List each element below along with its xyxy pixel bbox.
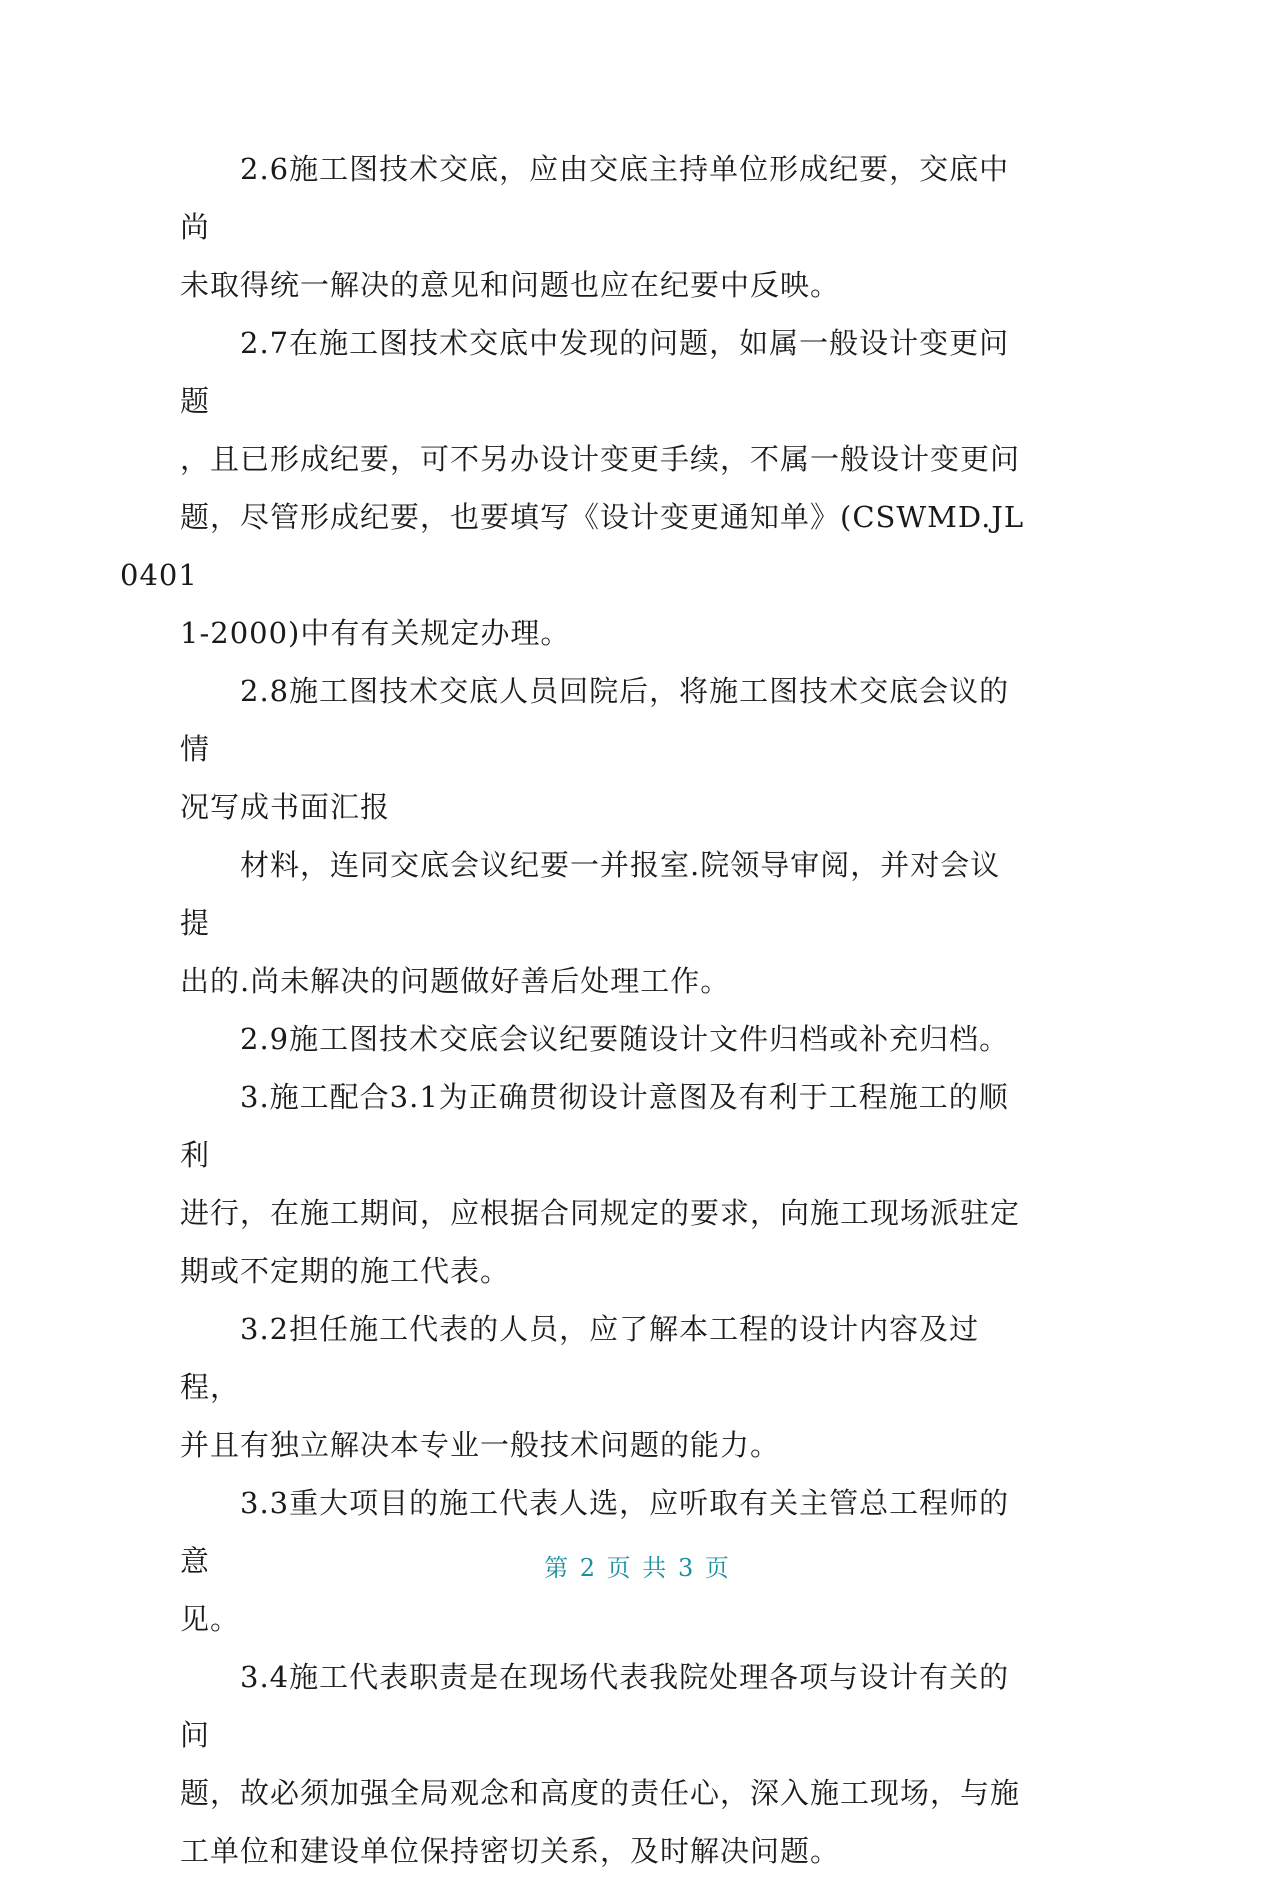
paragraph-2-9 xyxy=(180,1010,1030,1068)
text-line: 题，故必须加强全局观念和高度的责任心，深入施工现场，与施 xyxy=(180,1776,1021,1810)
paragraph-2-8 xyxy=(180,662,1030,836)
text-line: 2.9施工图技术交底会议纪要随设计文件归档或补充归档。 xyxy=(240,1022,1010,1056)
text-line: 材料，连同交底会议纪要一并报室.院领导审阅，并对会议提 xyxy=(180,848,1001,940)
text-line: 出的.尚未解决的问题做好善后处理工作。 xyxy=(180,964,731,998)
text-line: 况写成书面汇报 xyxy=(180,790,391,824)
paragraph-3-1 xyxy=(180,1068,1030,1300)
text-line: 题，尽管形成纪要，也要填写《设计变更通知单》(CSWMD.JL0401 xyxy=(120,500,1025,592)
document-body xyxy=(120,140,1030,1880)
text-line: 工单位和建设单位保持密切关系，及时解决问题。 xyxy=(180,1834,841,1868)
page-footer xyxy=(0,1548,1275,1583)
text-line: 2.7在施工图技术交底中发现的问题，如属一般设计变更问题 xyxy=(180,326,1010,418)
text-line: 未取得统一解决的意见和问题也应在纪要中反映。 xyxy=(180,268,841,302)
text-line: 并且有独立解决本专业一般技术问题的能力。 xyxy=(180,1428,781,1462)
text-line: 2.8施工图技术交底人员回院后，将施工图技术交底会议的情 xyxy=(180,674,1010,766)
text-line: ，且已形成纪要，可不另办设计变更手续，不属一般设计变更问 xyxy=(180,442,1021,476)
paragraph-2-6 xyxy=(180,140,1030,314)
page-number-label: 第 2 页 共 3 页 xyxy=(544,1554,731,1582)
paragraph-3-2 xyxy=(180,1300,1030,1474)
paragraph-2-8-continued xyxy=(180,836,1030,1010)
text-line: 见。 xyxy=(180,1602,241,1636)
text-line: 进行，在施工期间，应根据合同规定的要求，向施工现场派驻定 xyxy=(180,1196,1021,1230)
paragraph-3-4 xyxy=(180,1648,1030,1880)
text-line: 2.6施工图技术交底，应由交底主持单位形成纪要，交底中尚 xyxy=(180,152,1010,244)
text-line: 1-2000)中有有关规定办理。 xyxy=(180,616,571,650)
text-line: 3.3重大项目的施工代表人选，应听取有关主管总工程师的意 xyxy=(180,1486,1010,1578)
paragraph-2-7 xyxy=(120,314,1030,662)
text-line: 3.施工配合3.1为正确贯彻设计意图及有利于工程施工的顺利 xyxy=(180,1080,1009,1172)
text-line: 3.4施工代表职责是在现场代表我院处理各项与设计有关的问 xyxy=(180,1660,1010,1752)
text-line: 期或不定期的施工代表。 xyxy=(180,1254,511,1288)
text-line: 3.2担任施工代表的人员，应了解本工程的设计内容及过程， xyxy=(180,1312,980,1404)
